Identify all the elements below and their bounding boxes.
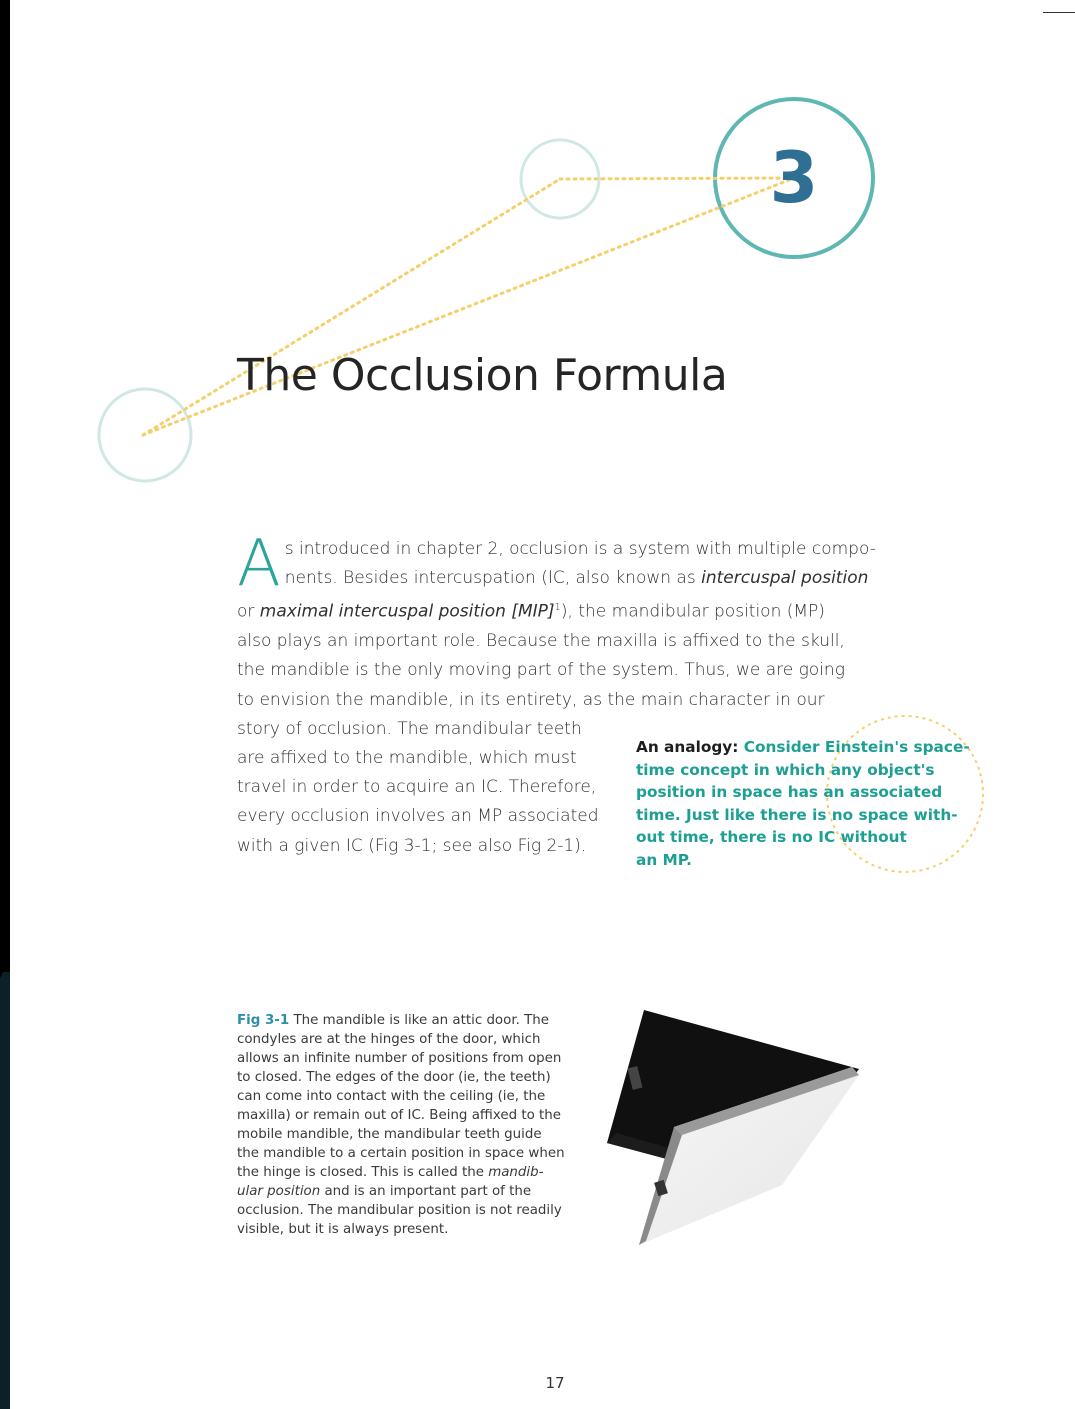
chapter-title: The Occlusion Formula [237, 350, 728, 401]
figure-caption [237, 1011, 582, 1239]
caption-line: the hinge is closed. This is called the mandib- [237, 1165, 544, 1180]
figure-label: Fig 3-1 [237, 1013, 290, 1028]
body-line: nents. Besides intercuspation (IC, also known as intercuspal position [284, 568, 869, 589]
callout-line: time. Just like there is no space with- [636, 805, 958, 824]
attic-door-photo [604, 1005, 864, 1250]
body-line: or maximal intercuspal position [MIP]$^1$), the mandibular position (MP) [237, 602, 825, 623]
callout-lead: An analogy: [636, 738, 739, 756]
caption-line: maxilla) or remain out of IC. Being affixed to the [237, 1108, 562, 1123]
caption-line: ular position and is an important part of the [237, 1184, 532, 1199]
body-line: are affixed to the mandible, which must [237, 748, 577, 769]
drop-cap: A [237, 527, 281, 601]
callout-line: An analogy: Consider Einstein's space- [636, 738, 970, 756]
page-number: 17 [545, 1374, 565, 1392]
caption-line: occlusion. The mandibular position is not readily [237, 1203, 562, 1218]
callout-line: an MP. [636, 850, 692, 869]
callout-line: position in space has an associated [636, 783, 943, 801]
callout-line: out time, there is no IC without [636, 828, 907, 846]
chapter-number: 3 [769, 137, 819, 219]
caption-line: Fig 3-1 The mandible is like an attic door. The [237, 1013, 550, 1028]
callout-line: time concept in which any object's [636, 760, 935, 779]
body-line: with a given IC (Fig 3-1; see also Fig 2-1). [237, 835, 587, 856]
caption-line: to closed. The edges of the door (ie, the teeth) [237, 1070, 551, 1085]
body-line: story of occlusion. The mandibular teeth [237, 718, 582, 739]
body-line: the mandible is the only moving part of the system. Thus, we are going [237, 660, 845, 681]
caption-line: visible, but it is always present. [237, 1222, 449, 1237]
body-line: also plays an important role. Because the maxilla is affixed to the skull, [237, 631, 845, 652]
body-line: s introduced in chapter 2, occlusion is a system with multiple compo- [284, 539, 876, 559]
body-line: travel in order to acquire an IC. Therefore, [237, 777, 597, 798]
caption-line: the mandible to a certain position in space when [237, 1146, 565, 1161]
caption-line: mobile mandible, the mandibular teeth guide [237, 1127, 542, 1142]
body-line: to envision the mandible, in its entirety, as the main character in our [237, 689, 825, 710]
caption-line: allows an infinite number of positions from open [237, 1051, 562, 1066]
body-line: every occlusion involves an MP associated [237, 806, 599, 827]
analogy-callout [636, 736, 976, 871]
caption-line: condyles are at the hinges of the door, which [237, 1032, 541, 1047]
caption-line: can come into contact with the ceiling (ie, the [237, 1089, 546, 1104]
